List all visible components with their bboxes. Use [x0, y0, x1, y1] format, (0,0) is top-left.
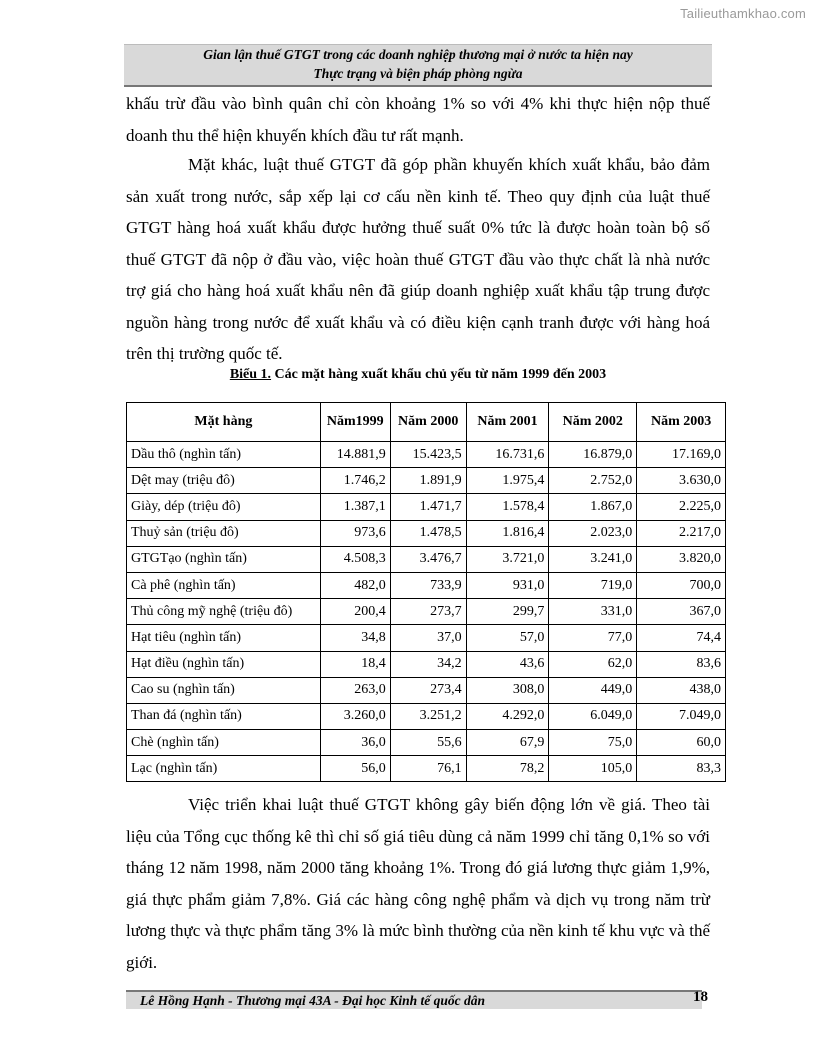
value-cell: 700,0 [637, 572, 726, 598]
value-cell: 367,0 [637, 599, 726, 625]
table-row [127, 520, 726, 546]
value-cell: 75,0 [549, 730, 637, 756]
value-cell: 6.049,0 [549, 703, 637, 729]
watermark: Tailieuthamkhao.com [680, 6, 806, 21]
value-cell: 15.423,5 [390, 442, 466, 468]
value-cell: 16.879,0 [549, 442, 637, 468]
value-cell: 719,0 [549, 572, 637, 598]
product-name-cell: Cà phê (nghìn tấn) [127, 572, 321, 598]
value-cell: 16.731,6 [466, 442, 549, 468]
value-cell: 18,4 [320, 651, 390, 677]
table-row [127, 677, 726, 703]
value-cell: 263,0 [320, 677, 390, 703]
product-name-cell: Than đá (nghìn tấn) [127, 703, 321, 729]
product-name-cell: GTGTạo (nghìn tấn) [127, 546, 321, 572]
column-header: Năm 2003 [637, 403, 726, 442]
column-header: Năm 2000 [390, 403, 466, 442]
value-cell: 733,9 [390, 572, 466, 598]
value-cell: 74,4 [637, 625, 726, 651]
table-row [127, 703, 726, 729]
page-number: 18 [693, 989, 708, 1005]
value-cell: 1.746,2 [320, 468, 390, 494]
value-cell: 77,0 [549, 625, 637, 651]
value-cell: 37,0 [390, 625, 466, 651]
table-row [127, 546, 726, 572]
product-name-cell: Lạc (nghìn tấn) [127, 756, 321, 782]
value-cell: 438,0 [637, 677, 726, 703]
value-cell: 4.292,0 [466, 703, 549, 729]
table-row [127, 625, 726, 651]
value-cell: 973,6 [320, 520, 390, 546]
value-cell: 62,0 [549, 651, 637, 677]
value-cell: 3.260,0 [320, 703, 390, 729]
value-cell: 36,0 [320, 730, 390, 756]
value-cell: 105,0 [549, 756, 637, 782]
column-header: Năm1999 [320, 403, 390, 442]
product-name-cell: Thủ công mỹ nghệ (triệu đô) [127, 599, 321, 625]
value-cell: 14.881,9 [320, 442, 390, 468]
paragraph-prices: Việc triển khai luật thuế GTGT không gây biến động lớn về giá. Theo tài liệu của Tổng cục thống kê thì chỉ số giá tiêu dùng cả năm 1999 chỉ tăng 0,1% so với tháng 12 năm 1998, năm 2000 tăng khoảng 1%. Trong đó giá lương thực giảm 1,9%, giá thực phẩm giảm 7,8%. Giá các hàng công nghệ phẩm và dịch vụ trong năm trừ lương thực và thực phẩm tăng 3% là mức bình thường của nền kinh tế khu vực và thế giới. [126, 795, 710, 972]
value-cell: 78,2 [466, 756, 549, 782]
value-cell: 273,4 [390, 677, 466, 703]
value-cell: 1.478,5 [390, 520, 466, 546]
table-row [127, 494, 726, 520]
product-name-cell: Hạt điều (nghìn tấn) [127, 651, 321, 677]
value-cell: 308,0 [466, 677, 549, 703]
table-caption [126, 367, 710, 383]
value-cell: 1.471,7 [390, 494, 466, 520]
table-row [127, 651, 726, 677]
value-cell: 449,0 [549, 677, 637, 703]
value-cell: 1.387,1 [320, 494, 390, 520]
product-name-cell: Dệt may (triệu đô) [127, 468, 321, 494]
table-row [127, 756, 726, 782]
value-cell: 34,8 [320, 625, 390, 651]
table-body [127, 442, 726, 782]
product-name-cell: Thuỷ sản (triệu đô) [127, 520, 321, 546]
value-cell: 17.169,0 [637, 442, 726, 468]
value-cell: 57,0 [466, 625, 549, 651]
value-cell: 43,6 [466, 651, 549, 677]
header-subtitle: Thực trạng và biện pháp phòng ngừa [313, 66, 523, 81]
value-cell: 3.476,7 [390, 546, 466, 572]
value-cell: 200,4 [320, 599, 390, 625]
value-cell: 55,6 [390, 730, 466, 756]
running-footer: Lê Hồng Hạnh - Thương mại 43A - Đại học Kinh tế quốc dân [126, 990, 702, 1009]
product-name-cell: Chè (nghìn tấn) [127, 730, 321, 756]
column-header: Mặt hàng [127, 403, 321, 442]
value-cell: 273,7 [390, 599, 466, 625]
value-cell: 83,3 [637, 756, 726, 782]
value-cell: 3.241,0 [549, 546, 637, 572]
value-cell: 1.975,4 [466, 468, 549, 494]
running-header [124, 44, 712, 87]
value-cell: 83,6 [637, 651, 726, 677]
product-name-cell: Dầu thô (nghìn tấn) [127, 442, 321, 468]
value-cell: 3.251,2 [390, 703, 466, 729]
export-table [126, 402, 726, 782]
column-header: Năm 2001 [466, 403, 549, 442]
table-row [127, 442, 726, 468]
header-title: Gian lận thuế GTGT trong các doanh nghiệp thương mại ở nước ta hiện nay [203, 47, 633, 62]
value-cell: 331,0 [549, 599, 637, 625]
value-cell: 1.867,0 [549, 494, 637, 520]
value-cell: 34,2 [390, 651, 466, 677]
value-cell: 1.816,4 [466, 520, 549, 546]
product-name-cell: Hạt tiêu (nghìn tấn) [127, 625, 321, 651]
value-cell: 1.891,9 [390, 468, 466, 494]
value-cell: 67,9 [466, 730, 549, 756]
product-name-cell: Cao su (nghìn tấn) [127, 677, 321, 703]
value-cell: 56,0 [320, 756, 390, 782]
value-cell: 299,7 [466, 599, 549, 625]
value-cell: 1.578,4 [466, 494, 549, 520]
value-cell: 482,0 [320, 572, 390, 598]
value-cell: 4.508,3 [320, 546, 390, 572]
caption-text: Các mặt hàng xuất khẩu chủ yếu từ năm 1999 đến 2003 [271, 367, 607, 382]
table-row [127, 468, 726, 494]
paragraph-intro: khấu trừ đầu vào bình quân chỉ còn khoảng 1% so với 4% khi thực hiện nộp thuế doanh thu thể hiện khuyến khích đầu tư rất mạnh. [126, 94, 710, 145]
value-cell: 3.820,0 [637, 546, 726, 572]
table-row [127, 572, 726, 598]
value-cell: 60,0 [637, 730, 726, 756]
table-row [127, 599, 726, 625]
product-name-cell: Giày, dép (triệu đô) [127, 494, 321, 520]
value-cell: 2.023,0 [549, 520, 637, 546]
value-cell: 2.752,0 [549, 468, 637, 494]
column-header: Năm 2002 [549, 403, 637, 442]
caption-label: Biểu 1. [229, 367, 272, 382]
value-cell: 76,1 [390, 756, 466, 782]
value-cell: 931,0 [466, 572, 549, 598]
table-row [127, 730, 726, 756]
value-cell: 2.225,0 [637, 494, 726, 520]
table-header-row [127, 403, 726, 442]
paragraph-export: Mặt khác, luật thuế GTGT đã góp phần khuyến khích xuất khẩu, bảo đảm sản xuất trong nước, sắp xếp lại cơ cấu nền kinh tế. Theo quy định của luật thuế GTGT hàng hoá xuất khẩu được hưởng thuế suất 0% tức là được hoàn toàn bộ số thuế GTGT đã nộp ở đầu vào, việc hoàn thuế GTGT đầu vào thực chất là nhà nước trợ giá cho hàng hoá xuất khẩu nên đã giúp doanh nghiệp xuất khẩu tập trung được nguồn hàng trong nước để xuất khẩu và có điều kiện cạnh tranh được với hàng hoá trên thị trường quốc tế. [126, 155, 710, 363]
value-cell: 3.630,0 [637, 468, 726, 494]
value-cell: 7.049,0 [637, 703, 726, 729]
value-cell: 3.721,0 [466, 546, 549, 572]
value-cell: 2.217,0 [637, 520, 726, 546]
